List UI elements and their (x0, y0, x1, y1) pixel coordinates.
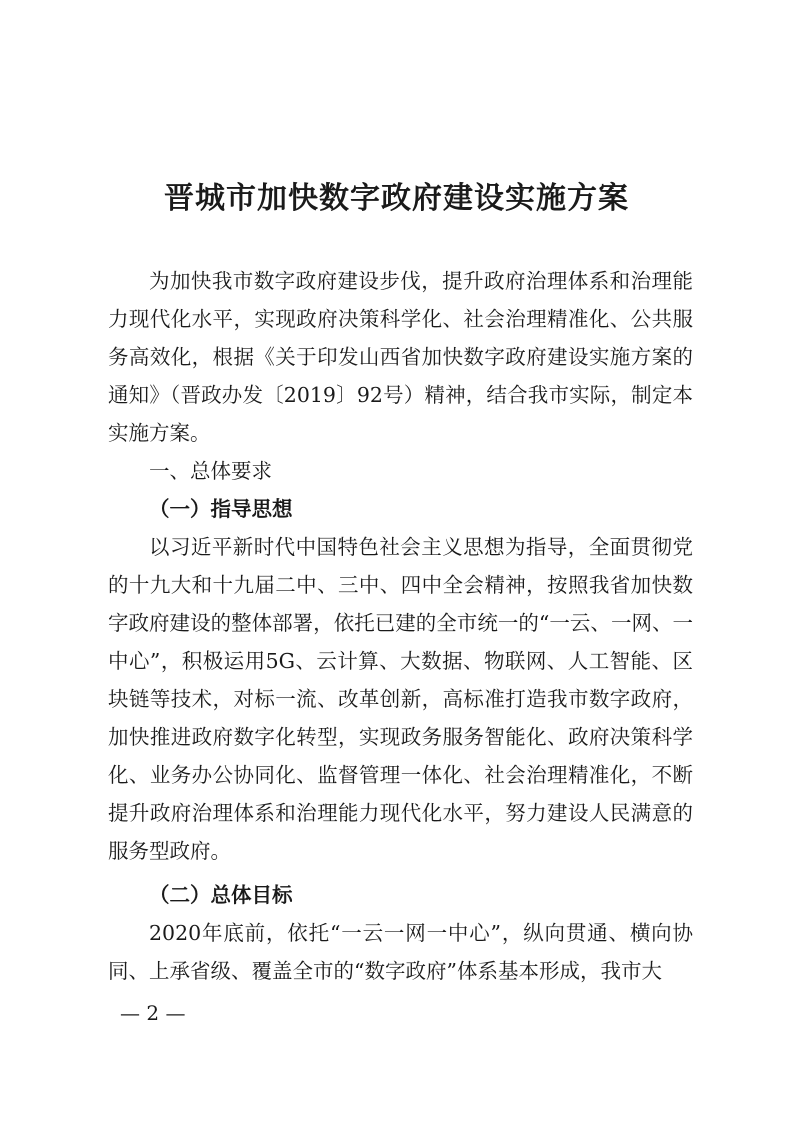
guiding-ideology-paragraph: 以习近平新时代中国特色社会主义思想为指导，全面贯彻党的十九大和十九届二中、三中、四中全会精神，按照我省加快数字政府建设的整体部署，依托已建的全市统一的“一云、一网、一中心”，积极运用5G、云计算、大数据、物联网、人工智能、区块链等技术，对标一流、改革创新，高标准打造我市数字政府，加快推进政府数字化转型，实现政务服务智能化、政府决策科学化、业务办公协同化、监督管理一体化、社会治理精准化，不断提升政府治理体系和治理能力现代化水平，努力建设人民满意的服务型政府。 (108, 535, 693, 863)
document-title: 晋城市加快数字政府建设实施方案 (164, 181, 629, 216)
page-number: — 2 — (120, 1001, 186, 1025)
subsection-heading-overall-goals: （二）总体目标 (149, 883, 293, 907)
intro-paragraph: 为加快我市数字政府建设步伐，提升政府治理体系和治理能力现代化水平，实现政府决策科学化、社会治理精准化、公共服务高效化，根据《关于印发山西省加快数字政府建设实施方案的通知》（晋政办发〔2019〕92号）精神，结合我市实际，制定本实施方案。 (108, 269, 693, 445)
overall-goals-paragraph: 2020年底前，依托“一云一网一中心”，纵向贯通、横向协同、上承省级、覆盖全市的“数字政府”体系基本形成，我市大 (108, 921, 693, 983)
document-body (108, 262, 693, 990)
subsection-heading-guiding-ideology: （一）指导思想 (149, 497, 293, 521)
section-heading-general-requirements: 一、总体要求 (149, 459, 272, 483)
